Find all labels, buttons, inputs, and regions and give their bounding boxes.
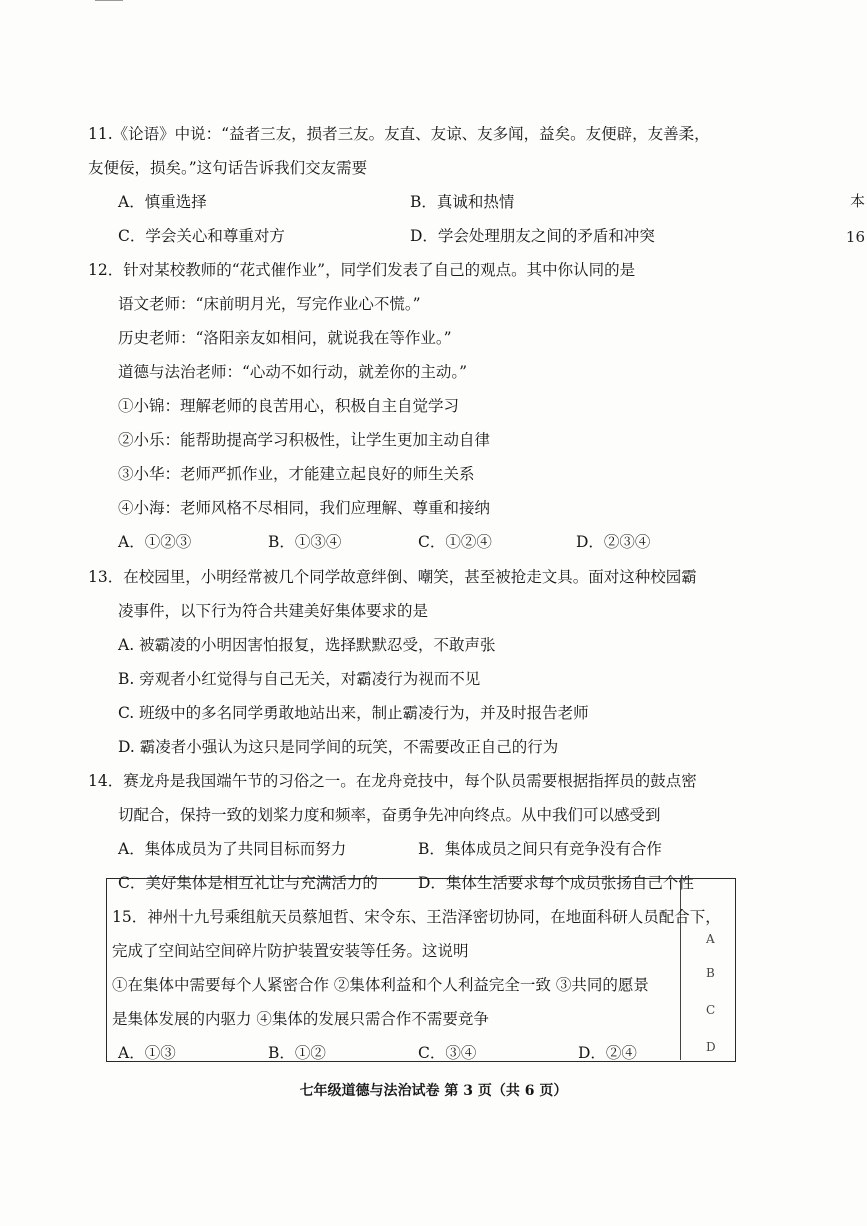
q12-line-history-teacher: 历史老师：“洛阳亲友如相问，就说我在等作业。” xyxy=(118,329,452,347)
q15-option-c: C．③④ xyxy=(418,1044,477,1062)
q11-option-d: D．学会处理朋友之间的矛盾和冲突 xyxy=(410,227,655,245)
bleed-letter-d: D xyxy=(706,1040,716,1054)
bleed-letter-b: B xyxy=(706,966,715,980)
q11-option-b: B．真诚和热情 xyxy=(410,193,515,211)
q11-option-c: C．学会关心和尊重对方 xyxy=(118,227,285,245)
q12-option-c: C．①②④ xyxy=(418,533,492,551)
q15-statements-line-2: 是集体发展的内驱力 ④集体的发展只需合作不需要竞争 xyxy=(112,1010,489,1028)
q13-option-c: C. 班级中的多名同学勇敢地站出来，制止霸凌行为，并及时报告老师 xyxy=(118,704,589,722)
q12-option-d: D．②③④ xyxy=(576,533,651,551)
q12-option-a: A．①②③ xyxy=(118,533,192,551)
q12-statement-4: ④小海：老师风格不尽相同，我们应理解、尊重和接纳 xyxy=(118,499,491,517)
q15-line-1: 15．神州十九号乘组航天员蔡旭哲、宋令东、王浩泽密切协同，在地面科研人员配合下， xyxy=(112,908,721,926)
q13-line-2: 凌事件，以下行为符合共建美好集体要求的是 xyxy=(118,602,429,620)
q15-line-2: 完成了空间站空间碎片防护装置安装等任务。这说明 xyxy=(112,942,469,960)
q14-option-d: D．集体生活要求每个成员张扬自己个性 xyxy=(418,874,694,892)
scan-mark xyxy=(95,0,123,6)
q13-option-a: A. 被霸凌的小明因害怕报复，选择默默忍受，不敢声张 xyxy=(118,636,496,654)
q14-option-b: B．集体成员之间只有竞争没有合作 xyxy=(418,840,662,858)
q12-line-ethics-teacher: 道德与法治老师：“心动不如行动，就差你的主动。” xyxy=(118,363,468,381)
q11-option-a: A．慎重选择 xyxy=(118,193,207,211)
q12-line-chinese-teacher: 语文老师：“床前明月光，写完作业心不慌。” xyxy=(118,295,421,313)
q12-statement-2: ②小乐：能帮助提高学习积极性，让学生更加主动自律 xyxy=(118,431,491,449)
q13-line-1: 13．在校园里，小明经常被几个同学故意绊倒、嘲笑，甚至被抢走文具。面对这种校园霸 xyxy=(88,568,697,586)
q14-line-1: 14．赛龙舟是我国端午节的习俗之一。在龙舟竞技中，每个队员需要根据指挥员的鼓点密 xyxy=(88,772,697,790)
q15-option-a: A．①③ xyxy=(118,1044,176,1062)
q13-option-b: B. 旁观者小红觉得与自己无关，对霸凌行为视而不见 xyxy=(118,670,481,688)
q12-stem: 12．针对某校教师的“花式催作业”，同学们发表了自己的观点。其中你认同的是 xyxy=(88,261,636,279)
edge-char: 本 xyxy=(849,192,865,210)
q14-option-c: C．美好集体是相互礼让与充满活力的 xyxy=(118,874,378,892)
q15-option-b: B．①② xyxy=(268,1044,326,1062)
edge-number: 16 xyxy=(845,228,865,246)
q12-statement-1: ①小锦：理解老师的良苦用心，积极自主自觉学习 xyxy=(118,397,460,415)
bleed-letter-c: C xyxy=(706,1003,716,1017)
q14-option-a: A．集体成员为了共同目标而努力 xyxy=(118,840,347,858)
q15-option-d: D．②④ xyxy=(578,1044,637,1062)
q11-line-1: 11.《论语》中说：“益者三友，损者三友。友直、友谅、友多闻，益矣。友便辟，友善柔， xyxy=(88,125,710,143)
page-footer: 七年级道德与法治试卷 第 3 页（共 6 页） xyxy=(299,1083,568,1099)
q13-option-d: D. 霸凌者小强认为这只是同学间的玩笑，不需要改正自己的行为 xyxy=(118,738,559,756)
q15-statements-line-1: ①在集体中需要每个人紧密合作 ②集体利益和个人利益完全一致 ③共同的愿景 xyxy=(112,976,649,994)
q11-line-2: 友便佞，损矣。”这句话告诉我们交友需要 xyxy=(88,159,368,177)
bleed-letter-a: A xyxy=(706,932,715,946)
q12-statement-3: ③小华：老师严抓作业，才能建立起良好的师生关系 xyxy=(118,465,475,483)
q14-line-2: 切配合，保持一致的划桨力度和频率，奋勇争先冲向终点。从中我们可以感受到 xyxy=(118,806,661,824)
q12-option-b: B．①③④ xyxy=(268,533,342,551)
